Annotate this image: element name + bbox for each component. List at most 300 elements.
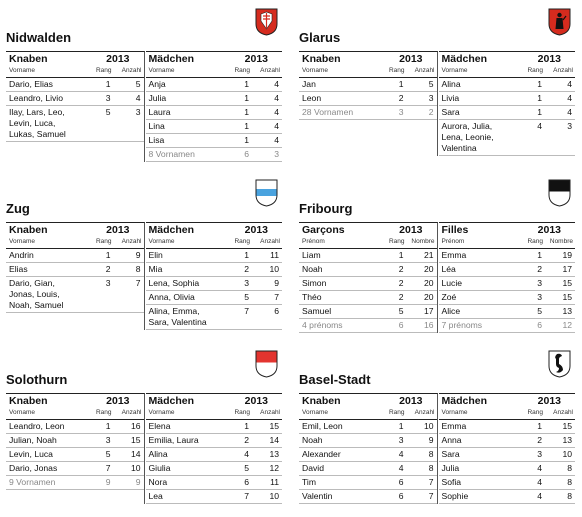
rank-cell: 2 [537, 435, 542, 445]
col-count-header: Nombre [549, 238, 573, 245]
rank-cell: 5 [105, 107, 111, 117]
count-cell: 4 [274, 107, 279, 117]
first-name-cell: Lina [148, 121, 165, 131]
first-name-cell: Nora [148, 477, 168, 487]
count-cell: 21 [423, 250, 434, 260]
rank-cell: 5 [398, 306, 404, 316]
count-cell: 4 [567, 79, 572, 89]
count-cell: 13 [562, 435, 572, 445]
column-headers [299, 66, 437, 78]
table-row [146, 106, 283, 120]
name-tables [6, 222, 282, 330]
col-count-header: Anzahl [553, 409, 573, 416]
table-row [6, 277, 144, 313]
rank-cell: 6 [398, 477, 404, 487]
column-headers [6, 237, 144, 249]
canton-title: Zug [6, 201, 30, 216]
table-row [146, 448, 283, 462]
boys-table [299, 393, 438, 504]
first-name-cell: Jan [302, 79, 316, 89]
col-rank-header: Rang [95, 238, 112, 245]
table-row [299, 92, 437, 106]
table-row [6, 448, 144, 462]
table-year: 2013 [537, 224, 561, 236]
count-cell: 3 [135, 107, 141, 117]
first-name-cell: 4 prénoms [302, 320, 343, 330]
first-name-cell: Dario, Jonas [9, 463, 58, 473]
count-cell: 10 [562, 449, 572, 459]
first-name-cell: Julian, Noah [9, 435, 57, 445]
first-name-cell: Samuel [302, 306, 332, 316]
rank-cell: 1 [398, 421, 404, 431]
count-cell: 9 [274, 278, 279, 288]
first-name-cell: 9 Vornamen [9, 477, 56, 487]
col-count-header: Anzahl [121, 409, 142, 416]
count-cell: 16 [423, 320, 434, 330]
first-name-cell: Leandro, Livio [9, 93, 63, 103]
table-heading: Knaben [302, 53, 341, 65]
rank-cell: 6 [398, 491, 404, 501]
column-headers [6, 408, 144, 420]
table-year: 2013 [537, 53, 561, 65]
rank-cell: 6 [244, 149, 249, 159]
count-cell: 3 [567, 121, 572, 131]
table-year: 2013 [537, 395, 561, 407]
rank-cell: 4 [398, 463, 404, 473]
canton-title: Basel-Stadt [299, 372, 371, 387]
table-row [439, 434, 576, 448]
column-headers [439, 66, 576, 78]
first-name-cell: David [302, 463, 324, 473]
table-year: 2013 [399, 395, 423, 407]
table-row [146, 490, 283, 504]
first-name-cell: Leandro, Leon [9, 421, 65, 431]
col-count-header: Nombre [411, 238, 435, 245]
rank-cell: 6 [244, 477, 249, 487]
table-row [299, 420, 437, 434]
col-name-header: Vorname [9, 238, 36, 245]
first-name-cell: Noah [302, 264, 323, 274]
table-row [299, 490, 437, 504]
first-name-cell: Zoé [441, 292, 457, 302]
table-row [299, 106, 437, 120]
rank-cell: 2 [398, 292, 404, 302]
first-name-cell: Lena, Sophia [148, 278, 200, 288]
count-cell: 12 [562, 320, 572, 330]
rank-cell: 4 [537, 121, 542, 131]
count-cell: 7 [135, 278, 141, 288]
col-count-header: Anzahl [414, 409, 435, 416]
table-heading: Knaben [302, 395, 341, 407]
boys-table [6, 222, 145, 330]
rank-cell: 1 [244, 107, 249, 117]
count-cell: 8 [428, 463, 434, 473]
table-row [299, 305, 437, 319]
table-row [146, 263, 283, 277]
table-year: 2013 [399, 53, 423, 65]
first-name-cell: 8 Vornamen [148, 149, 195, 159]
count-cell: 15 [562, 421, 572, 431]
table-year: 2013 [106, 224, 130, 236]
zug-crest-icon [255, 179, 278, 207]
col-rank-header: Rang [527, 67, 543, 74]
first-name-cell: Emil, Leon [302, 421, 343, 431]
count-cell: 13 [269, 449, 279, 459]
rank-cell: 3 [537, 278, 542, 288]
table-year: 2013 [106, 395, 130, 407]
table-row [299, 291, 437, 305]
table-row [439, 92, 576, 106]
first-name-cell: Emilia, Laura [148, 435, 199, 445]
rank-cell: 1 [537, 250, 542, 260]
col-name-header: Vorname [441, 409, 468, 416]
count-cell: 9 [428, 435, 434, 445]
table-heading: Garçons [302, 224, 345, 236]
canton-title: Solothurn [6, 372, 68, 387]
first-name-cell: 28 Vornamen [302, 107, 354, 117]
first-name-cell: Emma [441, 250, 467, 260]
count-cell: 20 [423, 278, 434, 288]
table-header [146, 223, 283, 237]
col-rank-header: Rang [95, 67, 112, 74]
table-row [146, 249, 283, 263]
rank-cell: 1 [244, 421, 249, 431]
canton-title: Fribourg [299, 201, 353, 216]
name-tables [299, 51, 575, 156]
column-headers [299, 237, 437, 249]
rank-cell: 3 [105, 278, 111, 288]
table-row [146, 148, 283, 162]
count-cell: 4 [274, 79, 279, 89]
table-row [146, 305, 283, 330]
table-row [299, 448, 437, 462]
count-cell: 10 [269, 264, 279, 274]
rank-cell: 3 [244, 278, 249, 288]
first-name-cell: Mia [148, 264, 163, 274]
table-row [146, 92, 283, 106]
column-headers [146, 66, 283, 78]
count-cell: 11 [270, 250, 279, 260]
col-name-header: Vorname [9, 409, 36, 416]
table-header [299, 394, 437, 408]
rank-cell: 5 [105, 449, 111, 459]
count-cell: 20 [423, 264, 434, 274]
count-cell: 15 [562, 292, 572, 302]
count-cell: 4 [274, 121, 279, 131]
col-count-header: Anzahl [260, 409, 280, 416]
table-row [6, 249, 144, 263]
col-count-header: Anzahl [260, 67, 280, 74]
col-name-header: Prénom [302, 238, 325, 245]
girls-table [146, 222, 283, 330]
table-heading: Mädchen [441, 53, 488, 65]
first-name-cell: Julia [148, 93, 167, 103]
column-headers [6, 66, 144, 78]
first-name-cell: Alice [441, 306, 461, 316]
table-row [439, 319, 576, 333]
table-row [299, 462, 437, 476]
name-tables [6, 393, 282, 504]
table-row [439, 490, 576, 504]
count-cell: 4 [274, 135, 279, 145]
first-name-cell: Dario, Gian, Jonas, Louis, Noah, Samuel [9, 278, 64, 310]
first-name-cell: Sara [441, 107, 460, 117]
table-heading: Mädchen [441, 395, 488, 407]
nidwalden-crest-icon [255, 8, 278, 36]
first-name-cell: Aurora, Julia, Lena, Leonie, Valentina [441, 121, 494, 153]
count-cell: 9 [135, 250, 141, 260]
col-rank-header: Rang [388, 409, 405, 416]
table-row [299, 476, 437, 490]
first-name-cell: Sara [441, 449, 460, 459]
col-name-header: Vorname [302, 67, 329, 74]
table-row [439, 277, 576, 291]
rank-cell: 2 [398, 93, 404, 103]
count-cell: 8 [428, 449, 434, 459]
col-rank-header: Rang [234, 67, 250, 74]
table-row [6, 78, 144, 92]
count-cell: 19 [562, 250, 572, 260]
rank-cell: 1 [244, 135, 249, 145]
count-cell: 7 [274, 292, 279, 302]
first-name-cell: Levin, Luca [9, 449, 53, 459]
rank-cell: 1 [244, 121, 249, 131]
table-row [439, 462, 576, 476]
count-cell: 7 [428, 491, 434, 501]
table-row [6, 92, 144, 106]
first-name-cell: Elias [9, 264, 28, 274]
column-headers [146, 237, 283, 249]
rank-cell: 1 [398, 79, 404, 89]
first-name-cell: Julia [441, 463, 460, 473]
table-header [439, 223, 576, 237]
col-name-header: Prénom [441, 238, 465, 245]
count-cell: 10 [269, 491, 279, 501]
count-cell: 4 [567, 93, 572, 103]
first-name-cell: Lea [148, 491, 163, 501]
count-cell: 10 [423, 421, 434, 431]
count-cell: 3 [274, 149, 279, 159]
col-name-header: Vorname [9, 67, 36, 74]
rank-cell: 3 [105, 435, 111, 445]
rank-cell: 1 [244, 93, 249, 103]
rank-cell: 1 [105, 250, 111, 260]
first-name-cell: Noah [302, 435, 323, 445]
girls-table [439, 51, 576, 156]
rank-cell: 5 [537, 306, 542, 316]
table-row [146, 291, 283, 305]
rank-cell: 4 [244, 449, 249, 459]
first-name-cell: Valentin [302, 491, 333, 501]
table-header [6, 52, 144, 66]
first-name-cell: 7 prénoms [441, 320, 483, 330]
first-name-cell: Laura [148, 107, 171, 117]
rank-cell: 2 [398, 264, 404, 274]
count-cell: 8 [135, 264, 141, 274]
rank-cell: 9 [105, 477, 111, 487]
col-name-header: Vorname [148, 409, 175, 416]
table-header [299, 52, 437, 66]
rank-cell: 3 [398, 435, 404, 445]
first-name-cell: Giulia [148, 463, 171, 473]
count-cell: 7 [428, 477, 434, 487]
table-row [439, 305, 576, 319]
first-name-cell: Alina [441, 79, 461, 89]
rank-cell: 1 [244, 250, 249, 260]
first-name-cell: Lucie [441, 278, 463, 288]
first-name-cell: Livia [441, 93, 460, 103]
table-year: 2013 [244, 53, 268, 65]
rank-cell: 3 [537, 292, 542, 302]
count-cell: 8 [567, 477, 572, 487]
table-heading: Mädchen [148, 224, 195, 236]
rank-cell: 6 [398, 320, 404, 330]
first-name-cell: Sofia [441, 477, 462, 487]
first-name-cell: Lisa [148, 135, 165, 145]
table-row [439, 476, 576, 490]
col-count-header: Anzahl [414, 67, 435, 74]
col-rank-header: Rang [527, 409, 543, 416]
rank-cell: 3 [105, 93, 111, 103]
table-header [439, 394, 576, 408]
rank-cell: 5 [244, 463, 249, 473]
col-name-header: Vorname [148, 238, 175, 245]
table-row [6, 434, 144, 448]
rank-cell: 1 [537, 107, 542, 117]
table-row [299, 277, 437, 291]
first-name-cell: Sophie [441, 491, 469, 501]
first-name-cell: Ilay, Lars, Leo, Levin, Luca, Lukas, Samuel [9, 107, 66, 139]
table-row [146, 277, 283, 291]
table-row [6, 476, 144, 490]
glarus-crest-icon [548, 8, 571, 36]
table-header [146, 394, 283, 408]
table-row [146, 420, 283, 434]
rank-cell: 1 [537, 93, 542, 103]
table-row [439, 448, 576, 462]
col-name-header: Vorname [441, 67, 468, 74]
count-cell: 17 [423, 306, 434, 316]
boys-table [299, 51, 438, 156]
table-heading: Knaben [9, 395, 48, 407]
table-row [439, 291, 576, 305]
girls-table [146, 51, 283, 162]
table-row [146, 462, 283, 476]
count-cell: 4 [567, 107, 572, 117]
first-name-cell: Théo [302, 292, 322, 302]
table-header [299, 223, 437, 237]
col-rank-header: Rang [527, 238, 543, 245]
rank-cell: 2 [105, 264, 111, 274]
count-cell: 11 [270, 477, 279, 487]
rank-cell: 1 [398, 250, 404, 260]
count-cell: 15 [269, 421, 279, 431]
rank-cell: 1 [537, 421, 542, 431]
table-header [439, 52, 576, 66]
table-row [6, 263, 144, 277]
count-cell: 8 [567, 463, 572, 473]
first-name-cell: Léa [441, 264, 456, 274]
rank-cell: 4 [537, 491, 542, 501]
first-name-cell: Leon [302, 93, 322, 103]
count-cell: 20 [423, 292, 434, 302]
count-cell: 17 [562, 264, 572, 274]
first-name-cell: Tim [302, 477, 316, 487]
fribourg-crest-icon [548, 179, 571, 207]
count-cell: 4 [135, 93, 141, 103]
table-header [6, 394, 144, 408]
table-row [6, 462, 144, 476]
table-row [439, 78, 576, 92]
count-cell: 16 [130, 421, 141, 431]
first-name-cell: Anna [441, 435, 462, 445]
table-row [299, 78, 437, 92]
col-rank-header: Rang [388, 238, 405, 245]
girls-table [439, 222, 576, 333]
table-row [439, 106, 576, 120]
rank-cell: 2 [398, 278, 404, 288]
table-heading: Mädchen [148, 395, 195, 407]
column-headers [439, 237, 576, 249]
table-heading: Filles [441, 224, 469, 236]
table-header [6, 223, 144, 237]
rank-cell: 4 [537, 477, 542, 487]
first-name-cell: Anna, Olivia [148, 292, 195, 302]
table-year: 2013 [244, 395, 268, 407]
rank-cell: 2 [244, 264, 249, 274]
col-count-header: Anzahl [260, 238, 280, 245]
boys-table [6, 393, 145, 504]
boys-table [6, 51, 145, 162]
count-cell: 14 [269, 435, 279, 445]
first-name-cell: Anja [148, 79, 166, 89]
table-row [299, 263, 437, 277]
col-name-header: Vorname [148, 67, 175, 74]
table-header [146, 52, 283, 66]
rank-cell: 3 [398, 107, 404, 117]
table-year: 2013 [244, 224, 268, 236]
first-name-cell: Elena [148, 421, 171, 431]
count-cell: 13 [562, 306, 572, 316]
table-heading: Knaben [9, 224, 48, 236]
col-count-header: Anzahl [121, 67, 142, 74]
rank-cell: 3 [537, 449, 542, 459]
count-cell: 12 [269, 463, 279, 473]
count-cell: 15 [130, 435, 141, 445]
table-row [439, 263, 576, 277]
first-name-cell: Liam [302, 250, 321, 260]
rank-cell: 1 [537, 79, 542, 89]
rank-cell: 1 [244, 79, 249, 89]
rank-cell: 2 [537, 264, 542, 274]
col-rank-header: Rang [234, 409, 250, 416]
table-heading: Knaben [9, 53, 48, 65]
count-cell: 5 [428, 79, 434, 89]
rank-cell: 7 [244, 491, 249, 501]
first-name-cell: Emma [441, 421, 467, 431]
table-year: 2013 [106, 53, 130, 65]
table-row [6, 420, 144, 434]
table-row [146, 476, 283, 490]
first-name-cell: Andrin [9, 250, 34, 260]
col-rank-header: Rang [234, 238, 250, 245]
rank-cell: 7 [244, 306, 249, 316]
column-headers [439, 408, 576, 420]
first-name-cell: Simon [302, 278, 327, 288]
rank-cell: 4 [537, 463, 542, 473]
col-name-header: Vorname [302, 409, 329, 416]
col-rank-header: Rang [95, 409, 112, 416]
